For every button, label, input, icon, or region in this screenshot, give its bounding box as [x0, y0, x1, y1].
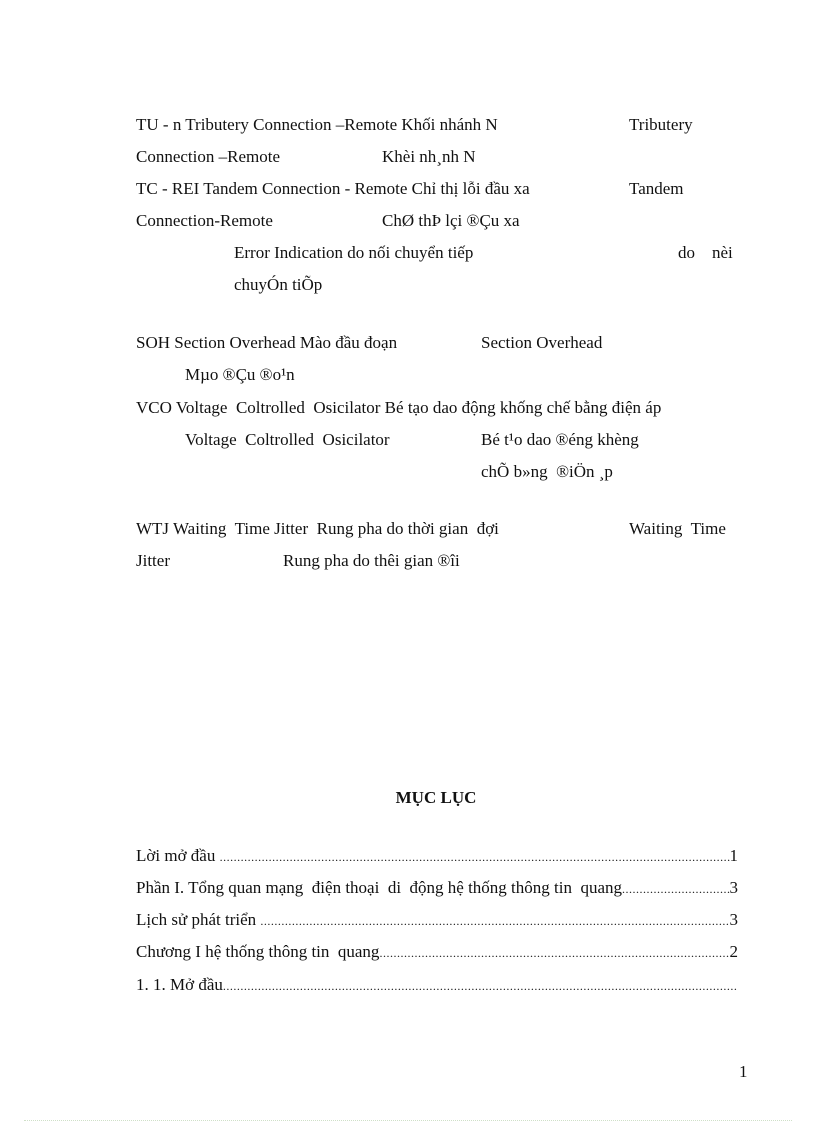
glossary-soh-line1: SOH Section Overhead Mào đầu đoạn	[136, 333, 398, 352]
toc-entry-label: Lịch sử phát triển	[136, 910, 261, 929]
toc-entry-label: Phần I. Tổng quan mạng điện thoại di động hệ thống thông tin quang	[136, 878, 623, 897]
glossary-tc-line2: Connection-Remote	[136, 211, 273, 230]
toc-entry[interactable]	[136, 910, 738, 931]
toc-entry-label: 1. 1. Mở đầu	[136, 975, 223, 994]
glossary-wtj-line1-right: Waiting Time	[629, 519, 726, 538]
toc-leader	[622, 879, 729, 899]
glossary-tu-line1: TU - n Tributery Connection –Remote Khối nhánh N	[136, 115, 498, 134]
toc-entry-page: 2	[729, 942, 738, 961]
glossary-tc-line1: TC - REI Tandem Connection - Remote Chỉ thị lỗi đầu xa	[136, 179, 530, 198]
glossary-wtj-line1: WTJ Waiting Time Jitter Rung pha do thời gian đợi	[136, 519, 499, 538]
toc-leader	[220, 847, 730, 867]
glossary-soh-line2: Mµo ®Çu ®o¹n	[185, 365, 295, 384]
glossary-tc-line1-right: Tandem	[629, 179, 684, 198]
glossary-tc-line3-right: do nèi	[678, 243, 733, 262]
glossary-vco-line1: VCO Voltage Coltrolled Osicilator Bé tạo dao động khống chế bằng điện áp	[136, 398, 662, 417]
glossary-vco-line3: chÕ b»ng ®iÖn ¸p	[481, 462, 613, 481]
glossary-vco-line2: Voltage Coltrolled Osicilator	[185, 430, 390, 449]
glossary-soh-line1-right: Section Overhead	[481, 333, 603, 352]
toc-entry-label: Chương I hệ thống thông tin quang	[136, 942, 380, 961]
page-boundary-divider	[24, 1120, 792, 1121]
page-number: 1	[739, 1062, 748, 1081]
glossary-tc-line4: chuyÓn tiÕp	[234, 275, 323, 294]
glossary-wtj-line2-mid: Rung pha do thêi gian ®îi	[283, 551, 460, 570]
toc-entry-page: 3	[729, 910, 738, 929]
toc-leader	[260, 911, 729, 931]
glossary-vco-line2-right: Bé t¹o dao ®éng khèng	[481, 430, 639, 449]
toc-leader	[223, 976, 738, 996]
toc-entry-page: 3	[729, 878, 738, 897]
toc-entry[interactable]	[136, 878, 738, 899]
glossary-tc-line2-mid: ChØ thÞ lçi ®Çu xa	[382, 211, 520, 230]
toc-entry-label: Lời mở đầu	[136, 846, 220, 865]
glossary-wtj-line2: Jitter	[136, 551, 170, 570]
toc-entry-page: 1	[729, 846, 738, 865]
toc-entry[interactable]	[136, 846, 738, 867]
glossary-tc-line3: Error Indication do nối chuyển tiếp	[234, 243, 474, 262]
glossary-tu-line1-right: Tributery	[629, 115, 693, 134]
glossary-tu-line2: Connection –Remote	[136, 147, 281, 166]
toc-leader	[379, 943, 729, 963]
glossary-tu-line2-mid: Khèi nh¸nh N	[382, 147, 476, 166]
toc-entry[interactable]	[136, 975, 738, 996]
toc-title: MỤC LỤC	[395, 788, 477, 807]
toc-entry[interactable]	[136, 942, 738, 963]
